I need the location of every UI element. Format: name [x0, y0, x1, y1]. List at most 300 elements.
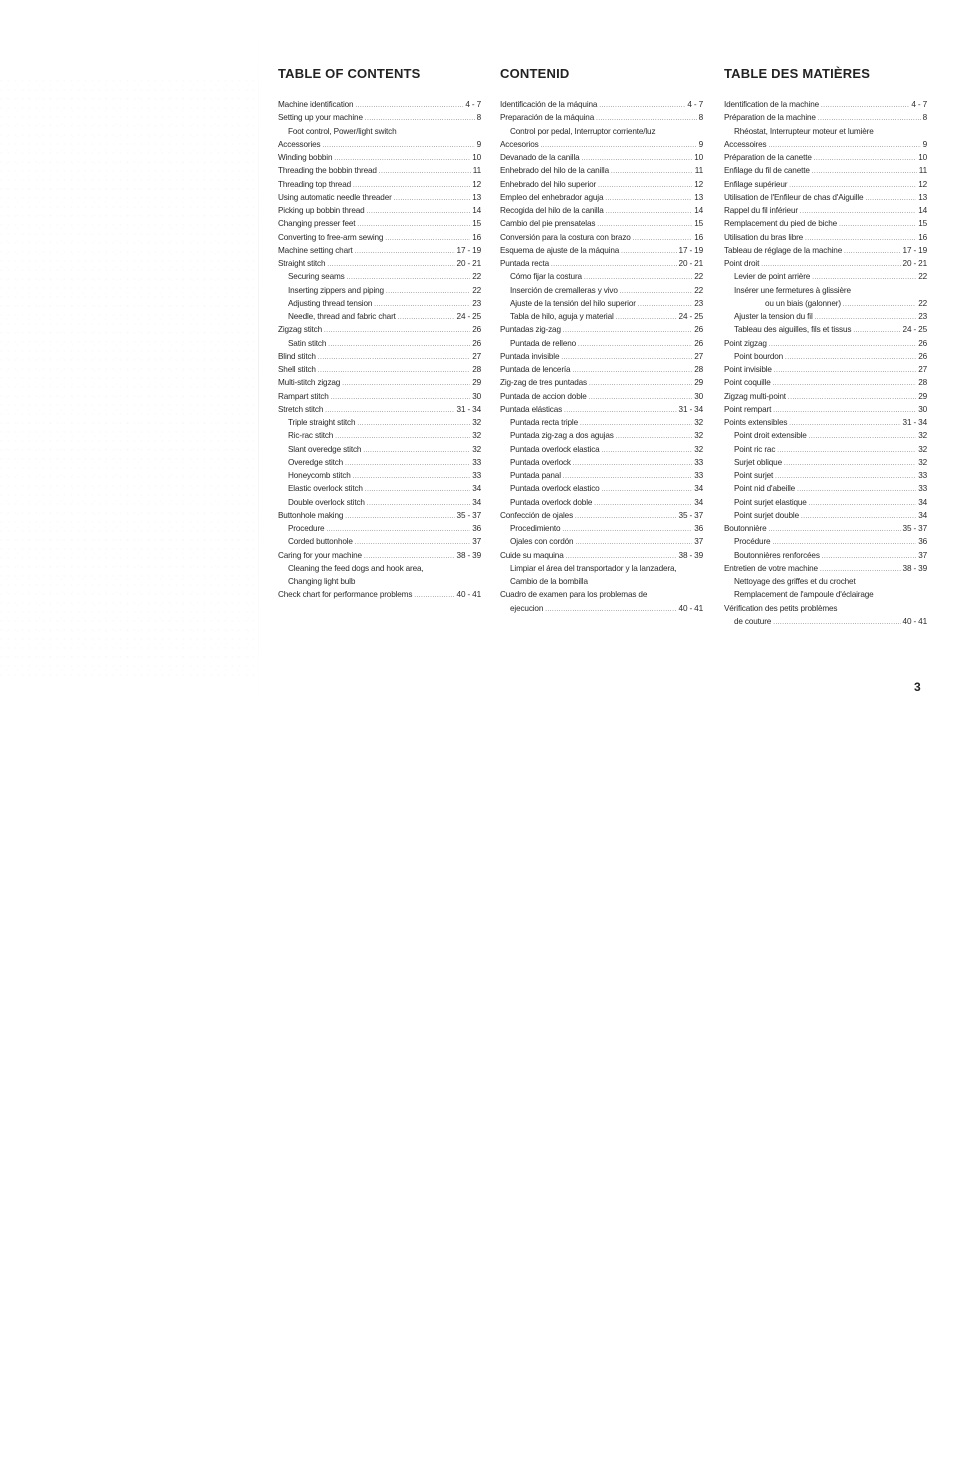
toc-entry	[278, 535, 481, 548]
toc-entry	[278, 191, 481, 204]
toc-entry-title: Empleo del enhebrador aguja	[500, 192, 604, 202]
toc-leader-dots	[843, 299, 916, 312]
page-edge-shadow	[258, 28, 259, 708]
toc-entry	[724, 363, 927, 376]
toc-entry-title: Recogida del hilo de la canilla	[500, 206, 604, 215]
toc-entry-title: Rhéostat, Interrupteur moteur et lumière	[734, 126, 874, 136]
toc-entry-page: 34	[694, 484, 703, 494]
toc-entry-title: Straight stitch	[278, 259, 326, 268]
toc-entry	[500, 509, 703, 522]
toc-leader-dots	[324, 325, 470, 338]
toc-leader-dots	[812, 166, 917, 179]
toc-leader-dots	[545, 604, 676, 617]
toc-leader-dots	[357, 418, 470, 431]
toc-entry-title: ejecucion	[510, 603, 544, 613]
toc-leader-dots	[616, 431, 693, 444]
toc-entry-title: Setting up your machine	[278, 113, 363, 123]
toc-entry-page: 33	[918, 484, 927, 494]
toc-entry-title: Preparación de la máquina	[500, 113, 595, 123]
toc-entry-title: Point rempart	[724, 404, 772, 414]
toc-entry	[278, 310, 481, 323]
toc-entry-page: 22	[694, 272, 703, 282]
toc-entry	[278, 138, 481, 151]
toc-entry-title: Point ric rac	[734, 444, 776, 454]
toc-entry-title: Ajuster la tension du fil	[734, 312, 813, 321]
toc-entry	[724, 204, 927, 217]
toc-entry-page: 16	[472, 232, 481, 242]
toc-entry-page: 33	[472, 471, 481, 480]
toc-entry-page: 8	[476, 113, 481, 123]
toc-entry	[500, 244, 703, 257]
toc-entry	[278, 350, 481, 363]
toc-leader-dots	[386, 286, 470, 299]
toc-entry	[278, 217, 481, 230]
toc-entry-title: Securing seams	[288, 272, 345, 282]
toc-entry	[500, 270, 703, 283]
toc-entry-page: 13	[694, 192, 703, 202]
toc-entry	[278, 151, 481, 164]
toc-entry	[500, 562, 703, 575]
toc-leader-dots	[589, 378, 692, 391]
toc-entry-page: 38 - 39	[678, 550, 703, 560]
toc-entry-page: 22	[694, 285, 703, 295]
toc-entry	[500, 363, 703, 376]
toc-entry	[278, 297, 481, 310]
toc-entry-title: Zig-zag de tres puntadas	[500, 378, 587, 388]
toc-entry	[278, 231, 481, 244]
toc-entry-page: 33	[472, 457, 481, 467]
toc-entry-title: Inserción de cremalleras y vivo	[510, 285, 618, 295]
toc-leader-dots	[809, 431, 916, 444]
toc-entry-title: Inserting zippers and piping	[288, 285, 384, 295]
toc-entry	[500, 403, 703, 416]
toc-leader-dots	[575, 511, 677, 524]
toc-entry	[724, 191, 927, 204]
toc-entry-page: 14	[694, 206, 703, 215]
toc-leader-dots	[773, 405, 916, 418]
toc-entry	[724, 244, 927, 257]
toc-entry	[724, 270, 927, 283]
toc-entry	[278, 509, 481, 522]
toc-entry	[724, 390, 927, 403]
toc-entry-page: 38 - 39	[456, 550, 481, 560]
toc-entry-title: Caring for your machine	[278, 550, 362, 560]
toc-entry-title: Machine identification	[278, 100, 354, 109]
toc-list	[500, 98, 703, 615]
toc-leader-dots	[616, 312, 677, 325]
toc-entry-page: 34	[472, 497, 481, 507]
toc-entry-page: 36	[918, 537, 927, 547]
toc-entry-page: 11	[694, 166, 703, 176]
toc-leader-dots	[394, 193, 471, 206]
toc-entry	[278, 270, 481, 283]
toc-column-english	[278, 66, 481, 602]
toc-entry	[724, 482, 927, 495]
toc-entry	[724, 496, 927, 509]
toc-entry-page: 37	[918, 550, 927, 560]
toc-entry-page: 27	[472, 351, 481, 361]
toc-entry	[500, 284, 703, 297]
toc-entry-page: 32	[472, 444, 481, 454]
toc-entry	[500, 191, 703, 204]
toc-leader-dots	[839, 219, 916, 232]
toc-leader-dots	[797, 484, 916, 497]
toc-entry-page: 36	[694, 524, 703, 533]
toc-leader-dots	[563, 325, 692, 338]
toc-entry-page: 32	[694, 431, 703, 441]
toc-entry	[278, 429, 481, 442]
toc-entry-page: 20 - 21	[902, 259, 927, 268]
toc-entry	[500, 164, 703, 177]
toc-entry-page: 35 - 37	[902, 524, 927, 533]
toc-entry-title: Préparation de la machine	[724, 113, 816, 123]
toc-entry-title: Nettoyage des griffes et du crochet	[734, 577, 856, 586]
toc-entry-title: Enhebrado del hilo superior	[500, 179, 597, 189]
toc-leader-dots	[561, 352, 692, 365]
toc-entry-page: 35 - 37	[678, 510, 703, 520]
toc-leader-dots	[562, 524, 692, 537]
toc-leader-dots	[621, 246, 676, 259]
toc-entry-title: Cambio de la bombilla	[510, 577, 588, 586]
toc-entry-page: 24 - 25	[902, 325, 927, 335]
toc-entry-title: Changing light bulb	[288, 577, 356, 586]
toc-entry	[278, 575, 481, 588]
toc-entry	[278, 111, 481, 124]
scan-speckle-background	[0, 80, 255, 680]
toc-entry-page: 11	[472, 166, 481, 176]
toc-entry-title: Puntada panal	[510, 471, 561, 480]
toc-entry	[278, 416, 481, 429]
toc-entry-page: 23	[694, 298, 703, 308]
toc-entry-page: 29	[918, 391, 927, 401]
toc-entry-page: 26	[472, 325, 481, 335]
toc-entry-title: Point surjet double	[734, 510, 799, 520]
toc-entry-title: Procedimiento	[510, 524, 561, 533]
toc-column-spanish	[500, 66, 703, 615]
toc-entry-page: 30	[694, 391, 703, 401]
toc-entry-page: 33	[918, 471, 927, 480]
toc-entry-title: Puntada overlock elastica	[510, 444, 600, 454]
toc-entry-title: Boutonnière	[724, 524, 767, 533]
toc-entry-title: Puntada invisible	[500, 351, 560, 361]
toc-entry-page: 22	[472, 272, 481, 282]
toc-leader-dots	[773, 617, 900, 630]
toc-entry-title: Point coquille	[724, 378, 771, 388]
toc-entry-page: 32	[472, 431, 481, 441]
toc-entry-page: 9	[698, 139, 703, 149]
toc-entry	[724, 178, 927, 191]
toc-entry-page: 4 - 7	[465, 100, 481, 109]
toc-entry-page: 10	[472, 153, 481, 162]
toc-entry-title: Ric-rac stitch	[288, 431, 334, 441]
toc-entry-page: 22	[918, 298, 927, 308]
toc-entry-page: 23	[918, 312, 927, 321]
toc-entry-page: 13	[472, 192, 481, 202]
toc-entry	[500, 217, 703, 230]
toc-entry-page: 4 - 7	[687, 100, 703, 109]
toc-entry-title: Zigzag multi-point	[724, 391, 786, 401]
toc-leader-dots	[345, 511, 454, 524]
toc-entry	[500, 310, 703, 323]
toc-entry-page: 10	[918, 153, 927, 162]
toc-entry	[724, 164, 927, 177]
toc-leader-dots	[814, 153, 916, 166]
toc-entry-page: 40 - 41	[678, 603, 703, 613]
toc-entry-title: Rappel du fil inférieur	[724, 206, 798, 215]
toc-entry	[500, 323, 703, 336]
toc-entry-page: 33	[694, 471, 703, 480]
toc-entry	[724, 217, 927, 230]
toc-leader-dots	[801, 511, 916, 524]
toc-entry-page: 31 - 34	[678, 404, 703, 414]
toc-leader-dots	[575, 537, 692, 550]
toc-entry-page: 40 - 41	[456, 590, 481, 600]
toc-entry-page: 20 - 21	[456, 259, 481, 268]
toc-entry	[724, 549, 927, 562]
toc-entry-page: 16	[694, 232, 703, 242]
toc-entry-title: Satin stitch	[288, 338, 327, 348]
toc-entry-title: Picking up bobbin thread	[278, 206, 365, 215]
toc-entry-title: de couture	[734, 616, 772, 626]
toc-entry	[724, 257, 927, 270]
toc-entry-title: Puntada overlock elastico	[510, 484, 600, 494]
toc-entry-page: 38 - 39	[902, 563, 927, 573]
toc-entry-page: 35 - 37	[456, 510, 481, 520]
toc-entry	[724, 376, 927, 389]
toc-entry-page: 15	[694, 219, 703, 229]
toc-entry-title: Puntada de relleno	[510, 338, 577, 348]
toc-leader-dots	[318, 365, 470, 378]
toc-entry-title: Point invisible	[724, 365, 772, 374]
toc-entry-title: Entretien de votre machine	[724, 563, 818, 573]
toc-entry-title: Winding bobbin	[278, 153, 333, 162]
toc-entry-title: Cuadro de examen para los problemas de	[500, 590, 648, 600]
toc-entry-title: Boutonnières renforcées	[734, 550, 820, 560]
toc-entry	[724, 403, 927, 416]
toc-entry	[500, 111, 703, 124]
toc-leader-dots	[331, 392, 471, 405]
toc-entry-title: Tabla de hilo, aguja y material	[510, 312, 614, 321]
toc-entry	[724, 416, 927, 429]
toc-entry-title: Puntada de accion doble	[500, 391, 587, 401]
toc-entry-title: Foot control, Power/light switch	[288, 126, 397, 136]
toc-entry-page: 17 - 19	[678, 245, 703, 255]
toc-entry-page: 32	[918, 457, 927, 467]
toc-entry-page: 8	[922, 113, 927, 123]
toc-entry-page: 36	[472, 524, 481, 533]
toc-entry	[278, 443, 481, 456]
toc-entry-page: 8	[698, 113, 703, 123]
toc-entry-page: 33	[694, 457, 703, 467]
toc-entry-page: 26	[472, 338, 481, 348]
toc-entry-title: Puntadas zig-zag	[500, 325, 561, 335]
toc-entry-page: 26	[918, 338, 927, 348]
toc-leader-dots	[611, 166, 693, 179]
toc-entry-page: 34	[918, 510, 927, 520]
toc-entry	[724, 297, 927, 310]
toc-entry-title: Remplacement de l'ampoule d'éclairage	[734, 590, 874, 600]
toc-leader-dots	[355, 246, 455, 259]
toc-entry	[724, 98, 927, 111]
column-title: CONTENID	[500, 66, 570, 81]
toc-entry-page: 27	[918, 365, 927, 374]
toc-leader-dots	[773, 378, 917, 391]
toc-leader-dots	[602, 484, 693, 497]
toc-entry-title: Tableau de réglage de la machine	[724, 245, 843, 255]
toc-entry	[278, 469, 481, 482]
toc-entry	[500, 416, 703, 429]
toc-entry-title: Insérer une fermetures à glissière	[734, 285, 851, 295]
toc-leader-dots	[853, 325, 900, 338]
toc-entry	[500, 496, 703, 509]
toc-entry-title: Ajuste de la tensión del hilo superior	[510, 298, 636, 308]
toc-entry	[500, 588, 703, 601]
toc-leader-dots	[589, 392, 693, 405]
toc-leader-dots	[564, 405, 676, 418]
toc-entry-title: Puntada de lencería	[500, 365, 571, 374]
toc-entry-title: Accessories	[278, 139, 321, 149]
toc-entry-title: Adjusting thread tension	[288, 298, 373, 308]
toc-entry-title: Utilisation du bras libre	[724, 232, 804, 242]
toc-entry	[724, 337, 927, 350]
toc-entry	[724, 588, 927, 601]
toc-entry-title: Honeycomb stitch	[288, 471, 351, 480]
toc-entry-title: Point surjet	[734, 471, 774, 480]
toc-entry-title: Points extensibles	[724, 418, 788, 427]
toc-column-french	[724, 66, 927, 628]
toc-entry-title: Buttonhole making	[278, 510, 344, 520]
toc-entry	[278, 522, 481, 535]
toc-entry-page: 28	[472, 365, 481, 374]
toc-entry	[724, 231, 927, 244]
toc-entry-page: 30	[918, 404, 927, 414]
toc-entry-title: Esquema de ajuste de la máquina	[500, 245, 620, 255]
toc-list	[278, 98, 481, 602]
toc-entry	[500, 469, 703, 482]
toc-entry-page: 31 - 34	[902, 418, 927, 427]
toc-entry	[724, 323, 927, 336]
toc-entry-title: Puntada elásticas	[500, 404, 563, 414]
toc-leader-dots	[769, 339, 916, 352]
toc-entry-title: Préparation de la canette	[724, 153, 812, 162]
toc-entry	[500, 456, 703, 469]
toc-entry	[278, 496, 481, 509]
toc-entry-page: 29	[694, 378, 703, 388]
toc-leader-dots	[379, 166, 471, 179]
toc-entry-title: Remplacement du pied de biche	[724, 219, 838, 229]
toc-entry-title: Slant overedge stitch	[288, 444, 362, 454]
toc-entry	[278, 204, 481, 217]
toc-entry-page: 16	[918, 232, 927, 242]
toc-entry-title: Elastic overlock stitch	[288, 484, 363, 494]
toc-entry-title: Rampart stitch	[278, 391, 329, 401]
toc-entry	[278, 482, 481, 495]
toc-entry-title: Changing presser feet	[278, 219, 356, 229]
toc-leader-dots	[774, 365, 916, 378]
toc-entry	[278, 257, 481, 270]
toc-entry-title: Corded buttonhole	[288, 537, 353, 547]
toc-entry-title: Converting to free-arm sewing	[278, 232, 384, 242]
toc-leader-dots	[785, 352, 916, 365]
toc-entry-page: 11	[918, 166, 927, 176]
toc-entry	[724, 429, 927, 442]
toc-entry-title: Enhebrado del hilo de la canilla	[500, 166, 609, 176]
toc-entry	[278, 363, 481, 376]
toc-entry-title: Overedge stitch	[288, 457, 344, 467]
toc-entry-title: Triple straight stitch	[288, 418, 356, 427]
toc-entry-page: 17 - 19	[902, 245, 927, 255]
toc-entry-page: 24 - 25	[456, 312, 481, 321]
toc-entry-title: Identification de la machine	[724, 100, 820, 109]
toc-entry	[500, 350, 703, 363]
toc-entry-title: Point droit	[724, 259, 760, 268]
toc-entry-title: Stretch stitch	[278, 404, 324, 414]
toc-leader-dots	[323, 140, 475, 153]
toc-entry-page: 22	[472, 285, 481, 295]
toc-entry-title: Puntada overlock	[510, 457, 571, 467]
toc-entry	[724, 456, 927, 469]
toc-leader-dots	[775, 471, 916, 484]
toc-leader-dots	[605, 193, 692, 206]
toc-entry-page: 15	[472, 219, 481, 229]
toc-entry-title: Cómo fijar la costura	[510, 272, 582, 282]
toc-leader-dots	[367, 206, 471, 219]
toc-leader-dots	[365, 484, 470, 497]
toc-entry-page: 12	[472, 179, 481, 189]
toc-entry-page: 34	[918, 497, 927, 507]
toc-entry	[724, 535, 927, 548]
toc-entry-page: 32	[694, 418, 703, 427]
toc-entry-title: Control por pedal, Interruptor corriente/luz	[510, 126, 656, 136]
toc-entry-title: Check chart for performance problems	[278, 590, 413, 600]
page-number: 3	[914, 680, 921, 694]
toc-entry	[500, 390, 703, 403]
toc-entry-title: Tableau des aiguilles, fils et tissus	[734, 325, 852, 335]
toc-entry-page: 20 - 21	[678, 259, 703, 268]
toc-leader-dots	[809, 498, 916, 511]
toc-entry	[724, 111, 927, 124]
toc-entry	[278, 403, 481, 416]
toc-entry	[278, 323, 481, 336]
toc-entry-title: Cuide su maquina	[500, 550, 564, 560]
toc-entry-title: Point nid d'abeille	[734, 484, 796, 494]
toc-entry-title: Blind stitch	[278, 351, 316, 361]
toc-leader-dots	[363, 445, 470, 458]
toc-entry	[278, 284, 481, 297]
toc-entry-title: ou un biais (galonner)	[765, 298, 841, 308]
toc-entry	[278, 164, 481, 177]
toc-entry-page: 37	[472, 537, 481, 547]
toc-leader-dots	[355, 537, 470, 550]
toc-entry-title: Point droit extensible	[734, 431, 807, 441]
toc-entry	[500, 257, 703, 270]
toc-entry-page: 22	[918, 272, 927, 282]
toc-leader-dots	[769, 524, 901, 537]
toc-entry	[724, 443, 927, 456]
toc-entry-page: 32	[918, 431, 927, 441]
toc-entry-title: Levier de point arrière	[734, 272, 811, 282]
toc-entry-page: 14	[918, 206, 927, 215]
toc-entry-title: Enfilage supérieur	[724, 179, 788, 189]
toc-entry-page: 31 - 34	[456, 404, 481, 414]
toc-entry-page: 12	[694, 179, 703, 189]
toc-entry	[724, 562, 927, 575]
toc-entry-title: Surjet oblique	[734, 457, 782, 467]
column-title: TABLE OF CONTENTS	[278, 66, 421, 81]
toc-entry	[278, 456, 481, 469]
toc-entry-title: Machine setting chart	[278, 245, 353, 255]
toc-entry-title: Needle, thread and fabric chart	[288, 312, 396, 321]
